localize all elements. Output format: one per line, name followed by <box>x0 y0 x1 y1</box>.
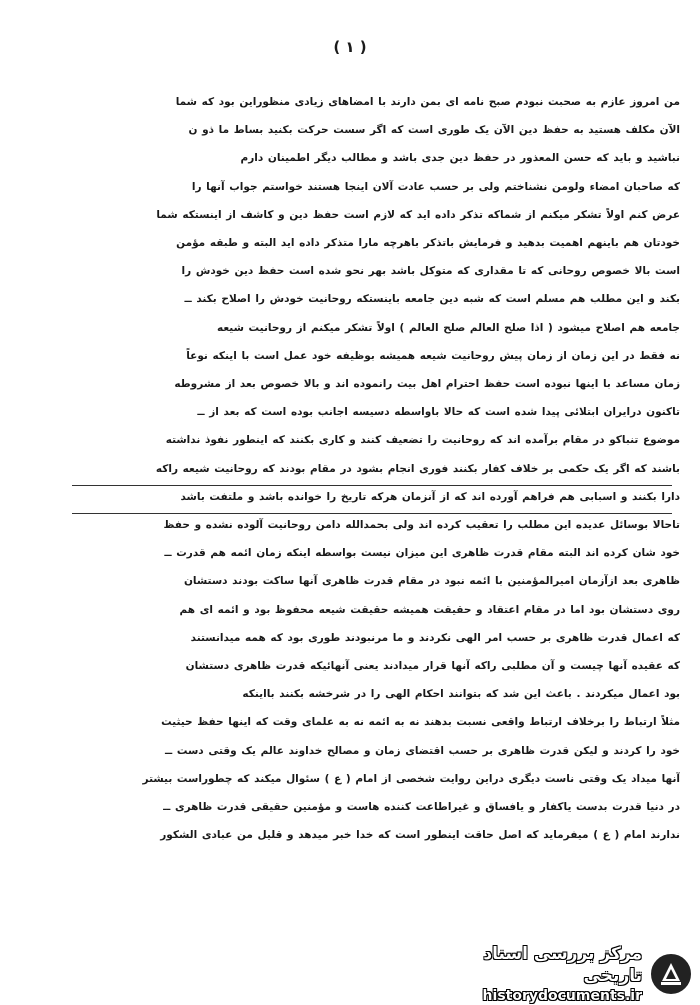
text-line: جامعه هم اصلاح میشود ( اذا صلح العالم صلح العالم ) اولاً تشکر میکنم از روحانیت شیعه <box>217 321 680 334</box>
text-line: الآن مکلف هستید به حفظ دین الآن یک طوری است که اگر سست حرکت بکنید بساط ما ذو ن <box>188 124 680 137</box>
watermark-text <box>429 943 642 1005</box>
text-line: است بالا خصوص روحانی که تا مقداری که متوکل باشد بهر نحو شده است حفظ دین خودش را <box>181 265 680 278</box>
watermark-title: مرکز بررسی اسناد تاریخی <box>483 944 642 986</box>
text-line: من امروز عازم به صحبت نبودم صبح نامه ای بمن دارند با امضاهای زیادی منظوراین بود که شما <box>175 96 680 108</box>
page-number: ( ۱ ) <box>333 38 367 56</box>
text-line: ظاهری بعد ازآزمان امیرالمؤمنین با ائمه نبود در مقام قدرت ظاهری آنها ساکت بودند دستشان <box>183 575 680 588</box>
text-line: روی دستشان بود اما در مقام اعتقاد و حقیقت همیشه حقیقت شیعه محفوظ بود و ائمه ای هم <box>179 603 680 616</box>
text-line: آنها میداد یک وقتی ناست دیگری دراین روایت شخصی از امام ( ع ) سئوال میکند که چطوراست بیشتر <box>142 772 680 785</box>
watermark <box>429 944 694 1004</box>
text-line: باشند که اگر یک حکمی بر خلاف کفار بکنند فوری انجام بشود در مقام بودند که روحانیت شیعه راکه <box>155 462 680 475</box>
archive-logo-icon <box>648 951 694 997</box>
text-line: خود را کردند و لیکن قدرت ظاهری بر حسب اقتضای زمان و مصالح خداوند عالم یک وقتی دست ــ <box>165 744 680 757</box>
text-line: عرض کنم اولاً تشکر میکنم از شماکه تذکر داده اید که لازم است حفظ دین و کاشف از اینستکه شما <box>156 208 680 221</box>
text-line: نه فقط در این زمان از زمان پیش روحانیت شیعه همیشه بوظیفه خود عمل است با اینکه نوعاً <box>186 349 680 362</box>
text-line: که اعمال قدرت ظاهری بر حسب امر الهی نکردند و ما مرنبودند طوری بود که همه میدانستند <box>190 631 680 644</box>
text-line: نباشید و باید که حسن المعذور در حفظ دین جدی باشد و مطالب دیگر اطمینان دارم <box>240 152 680 165</box>
text-line: در دنیا قدرت بدست یاکفار و یافساق و غیراطاعت کننده هاست و مؤمنین حقیقی قدرت ظاهری ــ <box>163 801 680 814</box>
text-line: موضوع تنباکو در مقام برآمده اند که روحانیت را تضعیف کنند و کاری بکنند که اینطور نفوذ نداشته <box>165 434 680 447</box>
text-line: که صاحبان امضاء ولومن نشناختم ولی بر حسب عادت آلان اینجا هستند خواستم جواب آنها را <box>191 180 680 193</box>
underline-rule <box>72 485 672 486</box>
text-line: خودتان هم باینهم اهمیت بدهید و فرمایش باتذکر باهرچه مارا متذکر داده اید البته و طبقه مؤمن <box>176 237 680 250</box>
text-line: تاحالا بوسائل عدیده این مطلب را تعقیب کرده اند ولی بحمدالله دامن روحانیت آلوده نشده و حفظ <box>163 519 680 532</box>
text-line: ندارند امام ( ع ) میفرماید که اصل حاقت اینطور است که خدا خبر میدهد و قلیل من عبادی الشکور <box>160 829 680 842</box>
text-line: دارا بکنند و اسبابی هم فراهم آورده اند که از آنزمان هرکه تاریخ را خوانده باشد و ملتفت باشد <box>180 490 680 503</box>
text-line: بکند و این مطلب هم مسلم است که شبه دین جامعه باینستکه روحانیت خودش را اصلاح بکند ــ <box>184 293 680 306</box>
text-line: بود اعمال میکردند . باعث این شد که بتوانند احکام الهی را در شرخشه بکنند بااینکه <box>242 688 680 701</box>
text-line: مثلاً ارتباط را برخلاف ارتباط واقعی نسبت بدهند نه به ائمه نه به علمای وقت که اینها حفظ حیثیت <box>161 716 680 729</box>
text-line: که عقیده آنها چیست و آن مطلبی راکه آنها قرار میدادند یعنی آنهائیکه قدرت ظاهری دستشان <box>185 660 680 673</box>
underline-rule <box>72 513 672 514</box>
text-line: خود شان کرده اند البته مقام قدرت ظاهری این میزان نیست بواسطه اینکه زمان ائمه هم قدرت ــ <box>164 547 680 560</box>
text-line: زمان مساعد با اینها نبوده است حفظ احترام اهل بیت رانموده اند و بالا خصوص بعد از مشروطه <box>174 378 680 391</box>
text-line: تاکنون درایران ابتلائی پیدا شده است که حالا باواسطه دسیسه اجانب بوده است که بعد از ــ <box>197 406 680 419</box>
document-body <box>60 88 680 849</box>
watermark-url: historydocuments.ir <box>482 988 642 1004</box>
